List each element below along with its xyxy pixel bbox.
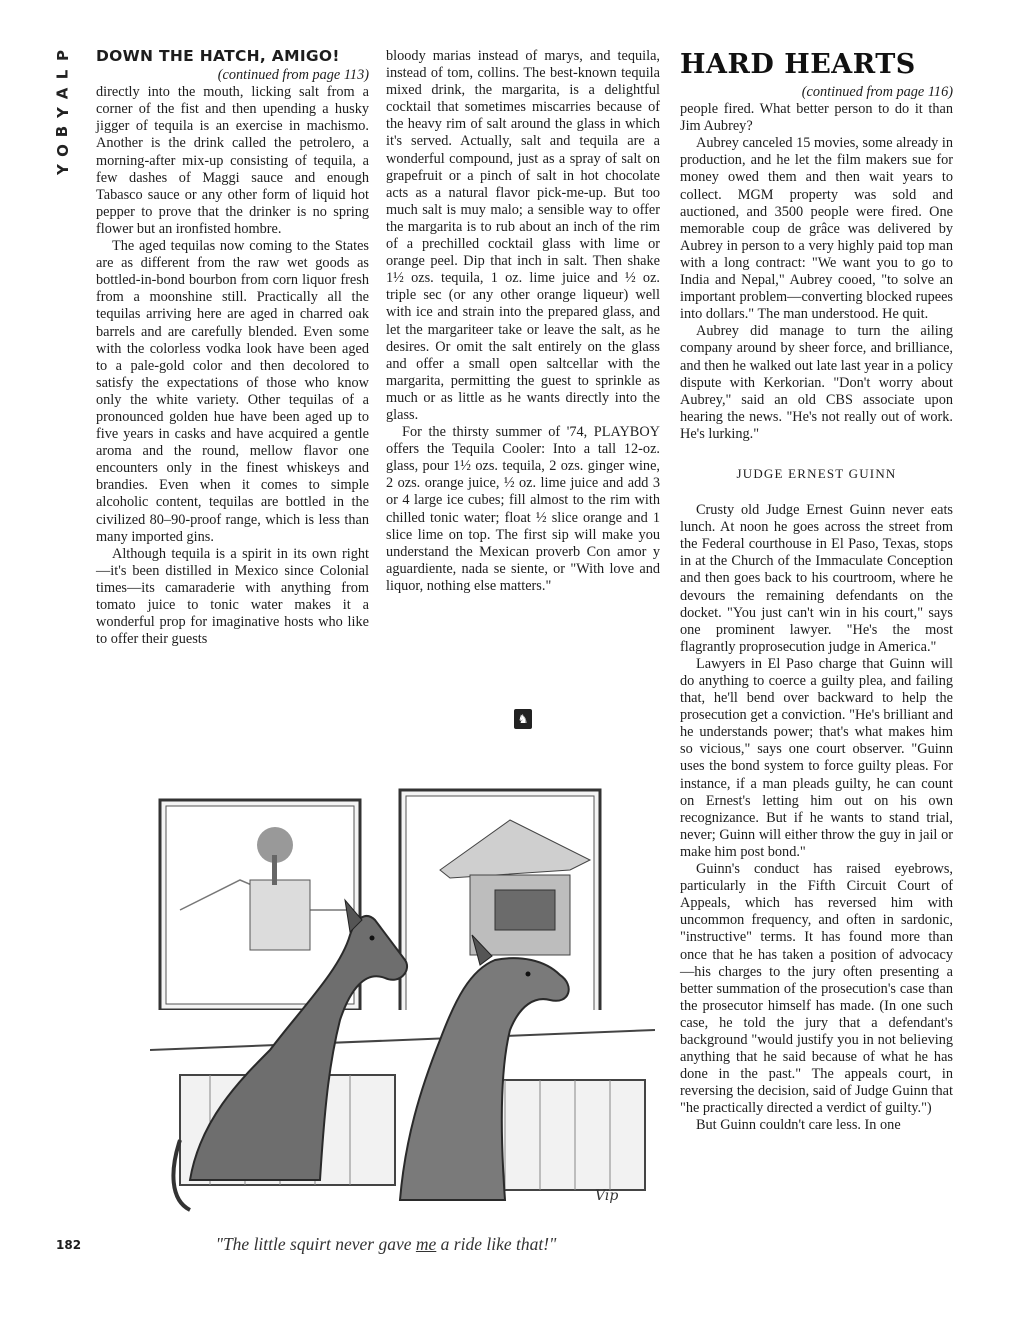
paragraph: For the thirsty summer of '74, PLAYBOY offers the Tequila Cooler: Into a tall 12-oz. glass, pour 1½ ozs. tequila, 2 ozs. ginger wine, 2 ozs. orange juice, ½ oz. lime juice and add 3 or 4 large ice cubes; fill almost to the rim with chilled tonic water; float ½ slice orange and 1 slice lime on top. The first sip will make you understand the Mexican proverb Con amor y aguardiente, nada se siente, or "With love and liquor, nothing else matters." [386,424,660,594]
paragraph: bloody marias instead of marys, and tequila, instead of tom, collins. The best-known tequila mixed drink, the margarita, is a delightful cocktail that sometimes miscarries because of the heavy rim of salt around the glass in which it's served. Actually, salt and tequila are a wonderful compound, just as a spray of salt on grapefruit or a pinch of salt in hot chocolate acts as a natural flavor pick-me-up. But too much salt is muy malo; a sensible way to offer the margarita is to rub about an inch of the rim of a prechilled cocktail glass with lime or orange peel. Dip that inch in salt. Then shake 1½ ozs. tequila, 1 oz. lime juice and ½ oz. triple sec (or any other orange liqueur) well with ice and strain into the prepared glass, and let the margariteer take or leave the salt, as he desires. Or omit the salt entirely on the glass and offer a small open saltcellar with the margarita, permitting the guest to sprinkle as much or as little as he wants directly into the glass. [386,48,660,423]
article-title: HARD HEARTS [680,49,916,80]
cartoon-caption: "The little squirt never gave me a ride like that!" [215,1234,557,1254]
horse-stable-cartoon [150,760,655,1222]
section-subhead: JUDGE ERNEST GUINN [736,465,897,481]
paragraph: Guinn's conduct has raised eyebrows, particularly in the Fifth Circuit Court of Appeals, which has reversed him with uncommon frequency, and often in sardonic, "instructive" terms. It has found more than once that he has taken a position of advocacy—his charges to the jury often presenting a better summation of the prosecution's case than the prosecutor himself has made. (In one such case, he told the jury that a defendant's background "would justify you in not believing anything that he said because of what he has done in the past." The appeals court, in reversing the decision, said of Judge Guinn that "he practically directed a verdict of guilty.") [680,861,953,1117]
paragraph: But Guinn couldn't care less. In one [696,1117,901,1134]
paragraph: Although tequila is a spirit in its own right—it's been distilled in Mexico since Colonial times—its camaraderie with anything from tomato juice to tonic water makes it a wonderful prop for imaginative hosts who like to offer their guests [96,545,369,648]
paragraph: The aged tequilas now coming to the States are as different from the raw wet goods as bottled-in-bond bourbon from corn liquor fresh from a moonshine still. Practically all the tequilas arriving here are aged in charred oak barrels and are carefully blended. Even some with the colorless vodka look have been aged to a pale-gold color and then decolored to satisfy the expectations of those who know only the white variety. Other tequilas of a pronounced golden hue have been aged up to five years in casks and have acquired a gentle aroma and the round, mellow flavor one encounters only in the finest whiskeys and brandies. Even when it comes to simple alcoholic content, tequilas are bottled in the civilized 80–90-proof range, which is less than many imported gins. [96,238,369,545]
left-article-column-1 [96,48,369,648]
cartoonist-signature: Vip [595,1188,619,1204]
right-article-column [680,50,953,1135]
continued-note: (continued from page 113) [217,67,369,84]
page-number: 182 [56,1238,82,1252]
paragraph: people fired. What better person to do it than Jim Aubrey? [680,101,953,135]
magazine-side-label: P L A Y B O Y [53,50,72,175]
paragraph: Aubrey did manage to turn the ailing company around by sheer force, and brilliance, and then he walked out late last year in a policy dispute with Kerkorian. "Don't worry about Aubrey," said an old CBS associate upon hearing the news. "He's not really out of work. He's lurking." [680,323,953,442]
paragraph: Lawyers in El Paso charge that Guinn will do anything to coerce a guilty plea, and failing that, he'll bend over backward to help the prosecution get a conviction. "He's brilliant and he understands power; that's what makes him so vicious," says one court observer. "Guinn uses the bond system to force guilty pleas. For instance, if a man pleads guilty, he can count on Ernest's letting him out on his own recognizance. But if he wants to stand trial, never; Guinn will either throw the guy in jail or make him post bond." [680,655,953,860]
paragraph: Aubrey canceled 15 movies, some already in production, and he let the film makers sue for money owed them and then wait years to collect. MGM property was sold and auctioned, and 3500 people were fired. One memorable coup de grâce was delivered by Aubrey in person to a very highly paid top man with a long contract: "We want you to go to India and Nepal," Aubrey cooed, "to solve an important problem—converting blocked rupees into dollars." The man understood. He quit. [680,135,953,323]
continued-note: (continued from page 116) [801,84,953,100]
article-title: DOWN THE HATCH, AMIGO! [96,47,340,65]
paragraph: Crusty old Judge Ernest Guinn never eats lunch. At noon he goes across the street from the Federal courthouse in El Paso, Texas, stops in at the Church of the Immaculate Conception and then goes back to his courtroom, where he devours the remaining defendants on the docket. "You just can't win in his court," says one prominent lawyer. "He's the most flagrantly proprosecution judge in America." [680,502,953,655]
end-mark-rabbit-icon: ♞ [514,709,532,729]
left-article-column-2 [386,48,660,595]
paragraph: directly into the mouth, licking salt from a corner of the fist and then upending a husky jigger of tequila is an exercise in machismo. Another is the drink called the petrolero, a morning-after mix-up consisting of tequila, a few dashes of Maggi sauce and enough Tabasco sauce or any other form of liquid hot pepper to prove that the drinker is no spring flower but an ironfisted hombre. [96,84,369,237]
